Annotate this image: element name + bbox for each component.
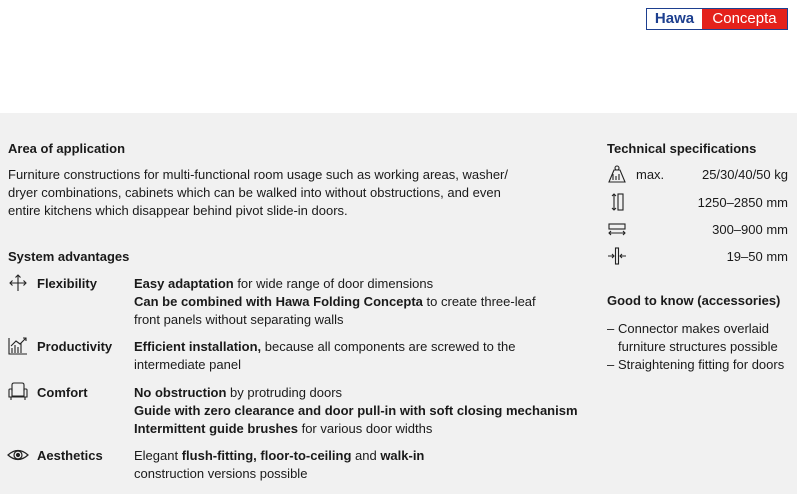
adv-text-flexibility: Easy adaptation for wide range of door dimensions Can be combined with Hawa Folding Concepta to create three-leaf front panels without separating walls <box>134 276 536 327</box>
width-icon <box>607 219 627 239</box>
list-item: – Straightening fitting for doors <box>607 357 785 372</box>
hawa-concepta-logo <box>646 8 788 30</box>
advantages-heading: System advantages <box>8 249 130 264</box>
good-to-know-heading: Good to know (accessories) <box>607 293 781 308</box>
arrows-cross-icon <box>7 273 29 293</box>
spec-value-weight: 25/30/40/50 kg <box>701 167 788 182</box>
adv-title-flexibility: Flexibility <box>37 276 97 291</box>
area-heading: Area of application <box>8 141 126 156</box>
armchair-icon <box>7 381 29 401</box>
spec-value-height: 1250–2850 mm <box>697 195 788 210</box>
adv-text-comfort: No obstruction by protruding doors Guide with zero clearance and door pull-in with soft closing mechanism Intermittent guide brushes for various door widths <box>134 385 578 436</box>
area-text <box>8 166 598 220</box>
adv-title-productivity: Productivity <box>37 339 113 354</box>
height-icon <box>607 192 627 212</box>
spec-value-thickness: 19–50 mm <box>726 249 788 264</box>
logo-concepta: Concepta <box>702 9 787 29</box>
logo-hawa: Hawa <box>647 9 702 29</box>
adv-title-aesthetics: Aesthetics <box>37 448 103 463</box>
thickness-icon <box>607 246 627 266</box>
spec-label-weight: max. <box>636 167 665 182</box>
bar-chart-icon <box>7 336 29 356</box>
adv-title-comfort: Comfort <box>37 385 88 400</box>
weight-icon <box>607 164 627 184</box>
area-line: Furniture constructions for multi-functional room usage such as working areas, washer/ <box>8 167 508 182</box>
adv-text-productivity: Efficient installation, because all components are screwed to the intermediate panel <box>134 339 516 372</box>
specs-heading: Technical specifications <box>607 141 757 156</box>
area-line: entire kitchens which disappear behind pivot slide-in doors. <box>8 203 348 218</box>
spec-value-width: 300–900 mm <box>712 222 788 237</box>
area-line: dryer combinations, cabinets which can be walked into without obstructions, and even <box>8 185 501 200</box>
list-item: – Connector makes overlaid furniture structures possible <box>607 321 778 354</box>
adv-text-aesthetics: Elegant flush-fitting, floor-to-ceiling and walk-in construction versions possible <box>134 448 425 481</box>
eye-icon <box>7 445 29 465</box>
